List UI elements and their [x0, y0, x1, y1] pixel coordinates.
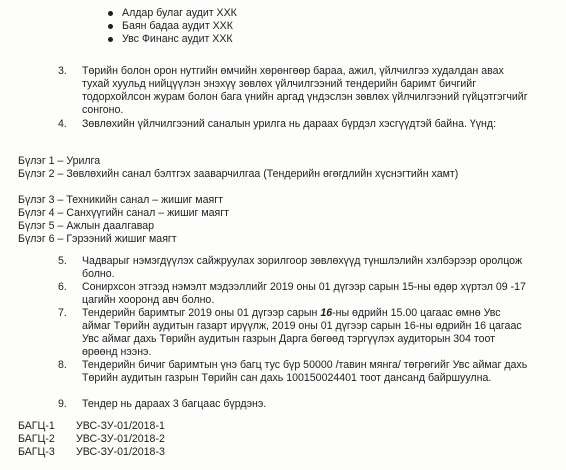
clause-7: 7. Тендерийн баримтыг 2019 оны 01 дүгээр сарын 16-ны өдрийн 15.00 цагаас өмнө Увс аймаг Төрийн аудитын газарт ирүүлж, 2019 оны 01 дүгээр сарын 16-ны өдрийн 16 цагаас Увс аймаг дахь Төрийн аудитын газрын Дарга бөгөөд тэргүүлэх аудиторын 304 тоот өрөөнд нээнэ.	[58, 307, 522, 358]
package-row: БАГЦ-1 УВС-ЗУ-01/2018-1	[18, 420, 165, 432]
list-item: Алдар булаг аудит ХХК	[108, 7, 237, 20]
list-item: Увс Финанс аудит ХХК	[108, 33, 237, 46]
chapter-item: Бүлэг 1 – Урилга	[18, 155, 101, 167]
chapter-item: Бүлэг 6 – Гэрээний жишиг маягт	[18, 233, 177, 245]
chapter-item: Бүлэг 3 – Техникийн санал – жишиг маягт	[18, 194, 223, 206]
bullet-icon	[108, 37, 113, 42]
list-item: Баян бадаа аудит ХХК	[108, 20, 237, 33]
bullet-icon	[108, 11, 113, 16]
clause-9: 9. Тендер нь дараах 3 багцаас бүрдэнэ.	[58, 398, 267, 410]
chapter-item: Бүлэг 2 – Зөвлөхийн санал бэлтгэх зааварчилгаа (Тендерийн өгөгдлийн хүснэгтийн хамт)	[18, 168, 459, 180]
chapter-item: Бүлэг 4 – Санхүүгийн санал – жишиг маягт	[18, 207, 229, 219]
chapter-list	[18, 155, 518, 246]
clause-8: 8. Тендерийн бичиг баримтын үнэ багц тус бүр 50000 /тавин мянга/ төгрөгийг Увс аймаг дахь Төрийн аудитын газрын Төрийн сан дахь 100150024401 тоот дансанд байршуулна.	[58, 359, 528, 384]
clause-5: 5. Чадварыг нэмэгдүүлэх сайжруулах зорилгоор зөвлөхүүд түншлэлийн хэлбэрээр оролцож болно.	[58, 255, 523, 280]
clause-4: 4. Зөвлөхийн үйлчилгээний саналын урилга нь дараах бүрдэл хэсгүүдтэй байна. Үүнд:	[58, 118, 497, 130]
auditor-list	[108, 7, 237, 46]
chapter-item: Бүлэг 5 – Ажлын даалгавар	[18, 220, 155, 232]
bullet-icon	[108, 24, 113, 29]
clause-3: 3. Төрийн болон орон нутгийн өмчийн хөрөнгөөр бараа, ажил, үйлчилгээ худалдан авах тухай хуульд нийцүүлэн энэхүү зөвлөх үйлчилгээний тендерийн баримт бичгийг тодорхойлсон журам болон бага үнийн аргад үндэслэн зөвлөх үйлчилгээний гүйцэтгэгчийг сонгоно.	[58, 65, 528, 116]
package-codes	[18, 420, 165, 459]
package-row: БАГЦ-3 УВС-ЗУ-01/2018-3	[18, 446, 165, 458]
clause-6: 6. Сонирхсон этгээд нэмэлт мэдээллийг 2019 оны 01 дүгээр сарын 15-ны өдөр хүртэл 09 -17 цагийн хооронд авч болно.	[58, 281, 526, 306]
package-row: БАГЦ-2 УВС-ЗУ-01/2018-2	[18, 433, 165, 445]
